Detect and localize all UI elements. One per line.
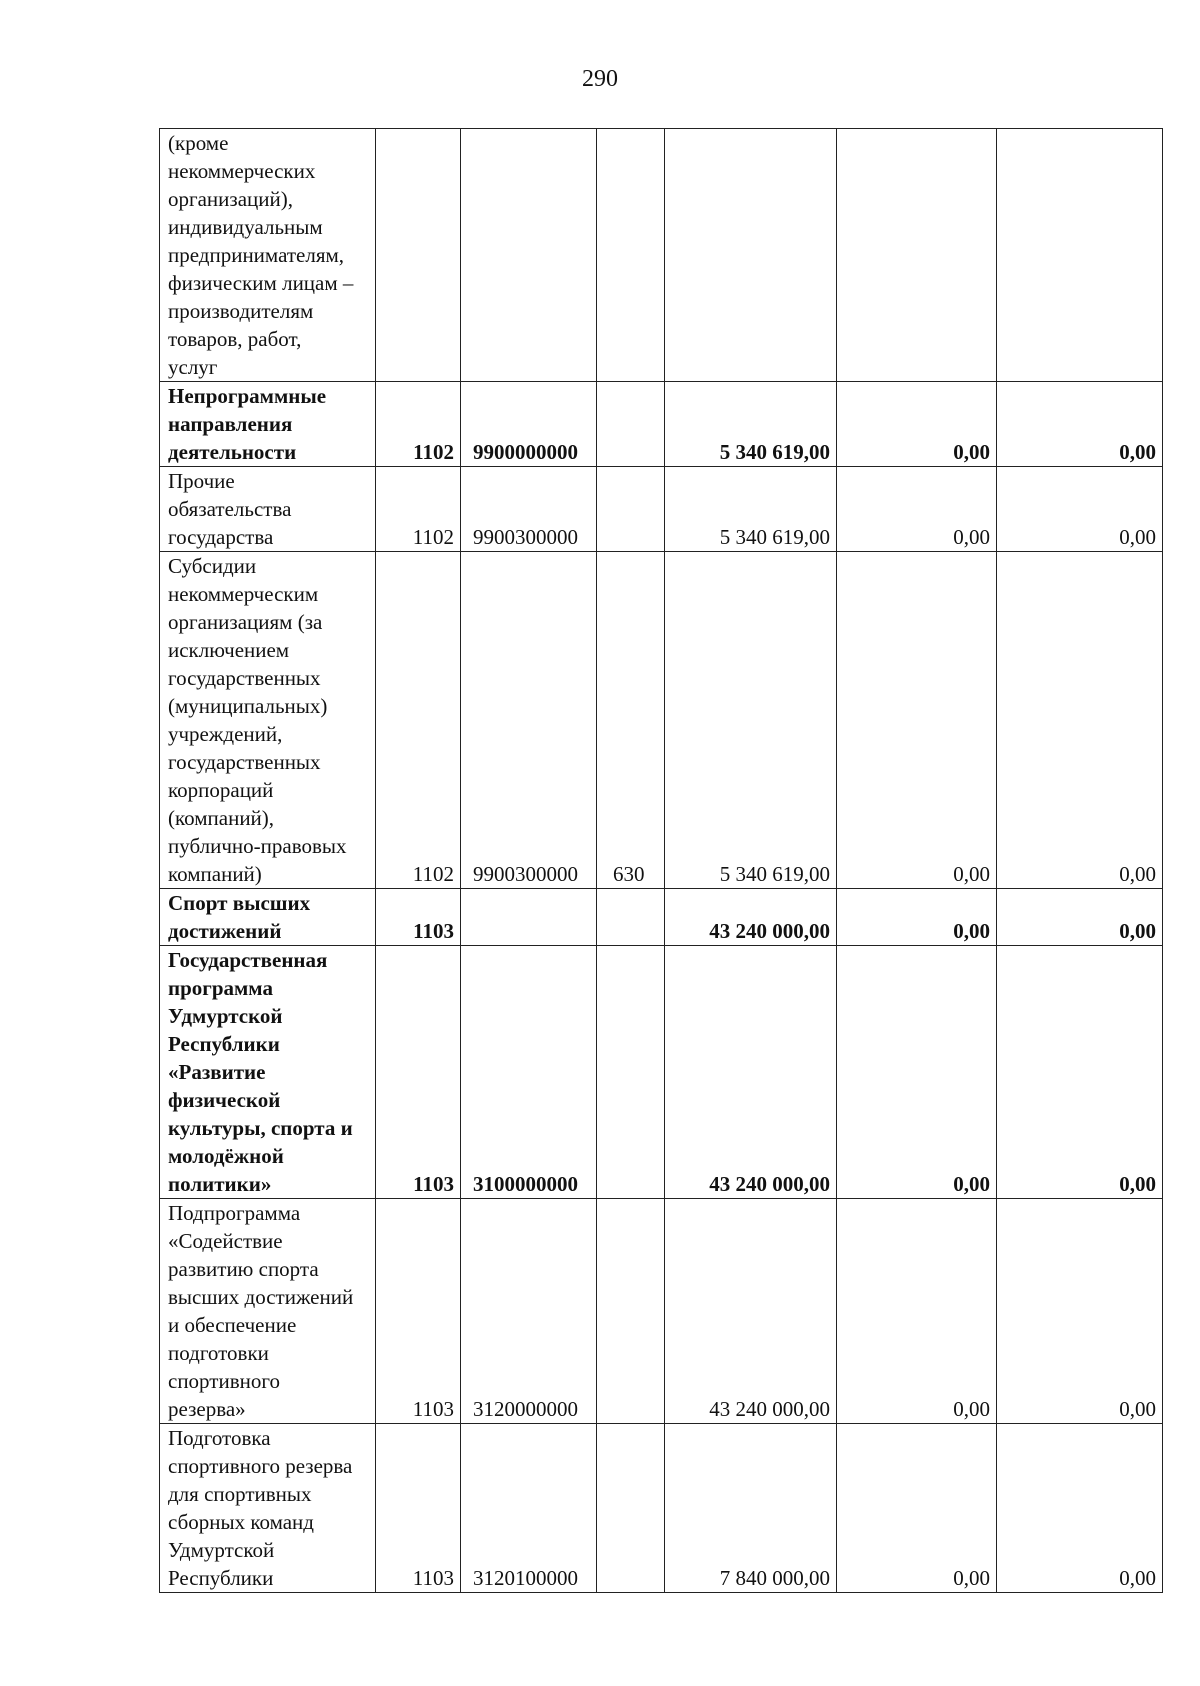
item-name-line: Удмуртской: [168, 1538, 275, 1562]
target-code-cell: [461, 889, 597, 946]
item-name-line: услуг: [168, 355, 218, 379]
amount-3-cell: 0,00: [997, 1424, 1163, 1593]
item-name-line: Прочие: [168, 469, 235, 493]
expense-type-cell: [597, 946, 665, 1199]
expense-type-cell: [597, 1199, 665, 1424]
item-name-line: (муниципальных): [168, 694, 328, 718]
item-name-line: публично-правовых: [168, 834, 347, 858]
budget-table: [159, 128, 1163, 1593]
section-cell: [376, 129, 461, 382]
item-name-line: спортивного: [168, 1369, 280, 1393]
amount-1-cell: 5 340 619,00: [665, 467, 837, 552]
amount-2-cell: 0,00: [837, 1424, 997, 1593]
table-row: [160, 382, 1163, 467]
amount-3-cell: 0,00: [997, 467, 1163, 552]
item-name-line: государства: [168, 525, 274, 549]
target-code-cell: 9900000000: [461, 382, 597, 467]
amount-1-cell: 5 340 619,00: [665, 382, 837, 467]
item-name-line: Удмуртской: [168, 1004, 283, 1028]
item-name-line: спортивного резерва: [168, 1454, 353, 1478]
expense-type-cell: [597, 1424, 665, 1593]
item-name-line: политики»: [168, 1172, 272, 1196]
section-cell: 1103: [376, 946, 461, 1199]
item-name-line: деятельности: [168, 440, 297, 464]
item-name-line: молодёжной: [168, 1144, 284, 1168]
item-name-line: Субсидии: [168, 554, 257, 578]
item-name-line: корпораций: [168, 778, 274, 802]
item-name-line: обязательства: [168, 497, 292, 521]
table-row: [160, 1199, 1163, 1424]
amount-1-cell: 43 240 000,00: [665, 946, 837, 1199]
item-name-line: исключением: [168, 638, 290, 662]
amount-2-cell: 0,00: [837, 1199, 997, 1424]
expense-type-cell: [597, 382, 665, 467]
item-name-line: (компаний),: [168, 806, 275, 830]
item-name-line: развитию спорта: [168, 1257, 319, 1281]
table-row: [160, 467, 1163, 552]
amount-2-cell: 0,00: [837, 889, 997, 946]
item-name-line: организаций),: [168, 187, 293, 211]
item-name-line: Государственная: [168, 948, 328, 972]
expense-type-cell: [597, 129, 665, 382]
item-name-line: учреждений,: [168, 722, 283, 746]
amount-3-cell: 0,00: [997, 946, 1163, 1199]
section-cell: 1102: [376, 467, 461, 552]
amount-1-cell: 7 840 000,00: [665, 1424, 837, 1593]
target-code-cell: 9900300000: [461, 467, 597, 552]
amount-3-cell: 0,00: [997, 382, 1163, 467]
item-name-line: физической: [168, 1088, 281, 1112]
item-name-line: резерва»: [168, 1397, 246, 1421]
item-name-cell: [160, 467, 376, 552]
target-code-cell: 3120100000: [461, 1424, 597, 1593]
item-name-line: организациям (за: [168, 610, 323, 634]
amount-3-cell: 0,00: [997, 552, 1163, 889]
item-name-cell: [160, 1424, 376, 1593]
expense-type-cell: [597, 467, 665, 552]
item-name-line: индивидуальным: [168, 215, 323, 239]
budget-table-body: [160, 129, 1163, 1593]
target-code-cell: 3100000000: [461, 946, 597, 1199]
expense-type-cell: 630: [597, 552, 665, 889]
item-name-line: высших достижений: [168, 1285, 354, 1309]
target-code-cell: 9900300000: [461, 552, 597, 889]
amount-3-cell: 0,00: [997, 889, 1163, 946]
section-cell: 1102: [376, 552, 461, 889]
expense-type-cell: [597, 889, 665, 946]
item-name-line: «Содействие: [168, 1229, 283, 1253]
item-name-line: достижений: [168, 919, 282, 943]
amount-2-cell: 0,00: [837, 552, 997, 889]
item-name-line: (кроме: [168, 131, 229, 155]
table-row: [160, 552, 1163, 889]
item-name-line: производителям: [168, 299, 314, 323]
table-row: [160, 1424, 1163, 1593]
item-name-line: программа: [168, 976, 273, 1000]
item-name-line: направления: [168, 412, 293, 436]
item-name-line: Непрограммные: [168, 384, 327, 408]
amount-3-cell: [997, 129, 1163, 382]
item-name-line: государственных: [168, 666, 321, 690]
target-code-cell: 3120000000: [461, 1199, 597, 1424]
amount-2-cell: 0,00: [837, 946, 997, 1199]
item-name-line: «Развитие: [168, 1060, 266, 1084]
section-cell: 1103: [376, 1424, 461, 1593]
item-name-cell: [160, 946, 376, 1199]
table-row: [160, 889, 1163, 946]
amount-1-cell: 5 340 619,00: [665, 552, 837, 889]
amount-1-cell: [665, 129, 837, 382]
amount-2-cell: [837, 129, 997, 382]
item-name-line: товаров, работ,: [168, 327, 302, 351]
item-name-cell: [160, 129, 376, 382]
table-row: [160, 129, 1163, 382]
page-number: 290: [582, 66, 618, 92]
table-row: [160, 946, 1163, 1199]
section-cell: 1102: [376, 382, 461, 467]
item-name-cell: [160, 1199, 376, 1424]
item-name-line: физическим лицам –: [168, 271, 354, 295]
item-name-line: некоммерческим: [168, 582, 319, 606]
amount-2-cell: 0,00: [837, 382, 997, 467]
item-name-line: Спорт высших: [168, 891, 311, 915]
item-name-line: подготовки: [168, 1341, 269, 1365]
amount-3-cell: 0,00: [997, 1199, 1163, 1424]
item-name-line: Республики: [168, 1566, 274, 1590]
item-name-cell: [160, 382, 376, 467]
item-name-line: Подпрограмма: [168, 1201, 301, 1225]
section-cell: 1103: [376, 1199, 461, 1424]
amount-1-cell: 43 240 000,00: [665, 1199, 837, 1424]
amount-2-cell: 0,00: [837, 467, 997, 552]
item-name-cell: [160, 552, 376, 889]
item-name-line: государственных: [168, 750, 321, 774]
item-name-line: и обеспечение: [168, 1313, 297, 1337]
item-name-line: Подготовка: [168, 1426, 271, 1450]
section-cell: 1103: [376, 889, 461, 946]
item-name-line: некоммерческих: [168, 159, 316, 183]
item-name-line: сборных команд: [168, 1510, 314, 1534]
item-name-line: для спортивных: [168, 1482, 312, 1506]
amount-1-cell: 43 240 000,00: [665, 889, 837, 946]
item-name-cell: [160, 889, 376, 946]
item-name-line: культуры, спорта и: [168, 1116, 353, 1140]
target-code-cell: [461, 129, 597, 382]
item-name-line: Республики: [168, 1032, 280, 1056]
item-name-line: предпринимателям,: [168, 243, 345, 267]
item-name-line: компаний): [168, 862, 262, 886]
